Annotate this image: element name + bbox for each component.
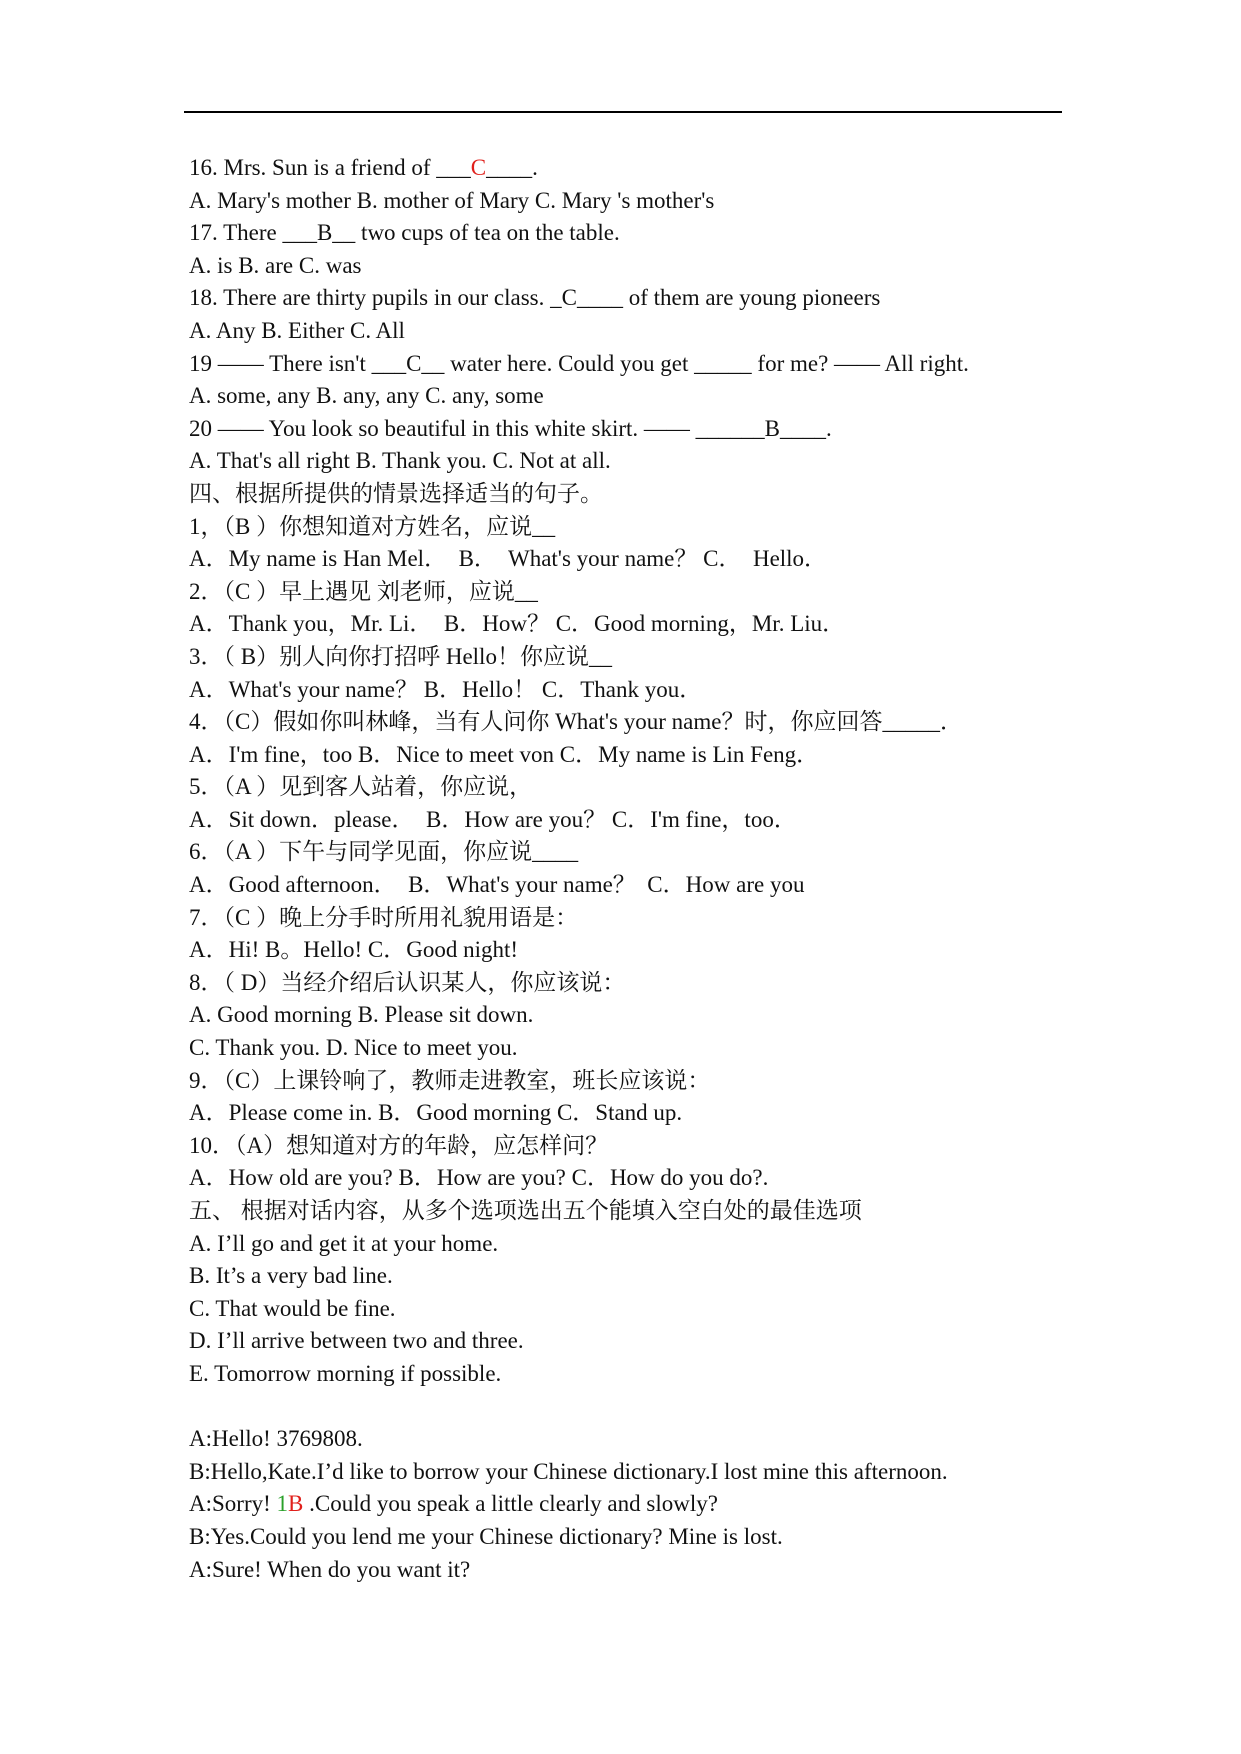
blank-line: [189, 1391, 1089, 1424]
question-20: 20 —— You look so beautiful in this white skirt. —— ______B____.: [189, 415, 832, 441]
s4-question-2-options: A．Thank you，Mr. Li． B．How？ C．Good morning，Mr. Liu．: [189, 611, 846, 637]
dialog-line-4: B:Yes.Could you lend me your Chinese dictionary? Mine is lost.: [189, 1523, 783, 1549]
s4-question-8: 8．（ D）当经介绍后认识某人，你应该说：: [189, 969, 626, 995]
dialog-line-2: B:Hello,Kate.I’d like to borrow your Chinese dictionary.I lost mine this afternoon.: [189, 1458, 948, 1484]
s4-question-10-options: A．How old are you? B．How are you? C．How do you do?.: [189, 1165, 769, 1191]
question-16: 16. Mrs. Sun is a friend of ___C____.: [189, 155, 538, 180]
s4-question-8-options-a: A. Good morning B. Please sit down.: [189, 1002, 534, 1028]
s5-option-a: A. I’ll go and get it at your home.: [189, 1230, 499, 1256]
s5-option-b: B. It’s a very bad line.: [189, 1263, 393, 1289]
question-18-options: A. Any B. Either C. All: [189, 317, 405, 343]
question-20-options: A. That's all right B. Thank you. C. Not at all.: [189, 448, 611, 474]
s4-question-2: 2．（C ）早上遇见 刘老师，应说__: [189, 578, 538, 604]
s5-option-c: C. That would be fine.: [189, 1295, 396, 1321]
dialog-line-1: A:Hello! 3769808.: [189, 1426, 363, 1452]
s5-option-d: D. I’ll arrive between two and three.: [189, 1328, 524, 1354]
s4-question-6: 6．（A ）下午与同学见面，你应说____: [189, 839, 579, 865]
s4-question-4-options: A．I'm fine，too B．Nice to meet von C．My name is Lin Feng．: [189, 741, 820, 767]
s4-question-1-options: A．My name is Han Mel． B． What's your name？ C． Hello．: [189, 546, 828, 572]
s4-question-7-options: A．Hi! B。Hello! C．Good night!: [189, 937, 519, 963]
s4-question-1: 1，（B ）你想知道对方姓名，应说__: [189, 513, 556, 539]
answer-16: C: [470, 155, 487, 180]
s4-question-3: 3．（ B）别人向你打招呼 Hello！你应说__: [189, 643, 612, 669]
question-16-options: A. Mary's mother B. mother of Mary C. Mary 's mother's: [189, 187, 715, 213]
s4-question-7: 7．（C ）晚上分手时所用礼貌用语是：: [189, 904, 579, 930]
question-19: 19 —— There isn't ___C__ water here. Could you get _____ for me? —— All right.: [189, 350, 969, 376]
question-19-options: A. some, any B. any, any C. any, some: [189, 383, 544, 409]
s4-question-3-options: A．What's your name？ B．Hello！ C．Thank you．: [189, 676, 703, 702]
s4-question-8-options-b: C. Thank you. D. Nice to meet you.: [189, 1035, 518, 1061]
blank-number-1: 1: [276, 1491, 289, 1517]
answer-blank-1: B: [288, 1491, 304, 1517]
section-4-title: 四、根据所提供的情景选择适当的句子。: [189, 480, 603, 506]
s4-question-4: 4．（C）假如你叫林峰，当有人问你 What's your name？时，你应回答_____．: [189, 709, 963, 735]
s5-option-e: E. Tomorrow morning if possible.: [189, 1360, 502, 1386]
s4-question-5: 5．（A ）见到客人站着，你应说，: [189, 774, 533, 800]
s4-question-6-options: A．Good afternoon． B．What's your name？ C．How are you: [189, 872, 805, 898]
header-rule: [184, 111, 1062, 113]
s4-question-10: 10．（A）想知道对方的年龄，应怎样问？: [189, 1132, 609, 1158]
s4-question-9: 9．（C）上课铃响了，教师走进教室，班长应该说：: [189, 1067, 711, 1093]
s4-question-5-options: A．Sit down．please． B．How are you？ C．I'm fine，too．: [189, 806, 797, 832]
section-5-title: 五、 根据对话内容，从多个选项选出五个能填入空白处的最佳选项: [189, 1198, 862, 1223]
s4-question-9-options: A．Please come in. B．Good morning C．Stand up.: [189, 1100, 683, 1126]
question-17-options: A. is B. are C. was: [189, 252, 362, 278]
dialog-line-5: A:Sure! When do you want it?: [189, 1556, 471, 1582]
question-17: 17. There ___B__ two cups of tea on the table.: [189, 220, 620, 246]
question-18: 18. There are thirty pupils in our class. _C____ of them are young pioneers: [189, 285, 881, 311]
dialog-line-3: A:Sorry! 1B .Could you speak a little clearly and slowly?: [189, 1491, 718, 1517]
worksheet-body: [189, 152, 1089, 1586]
